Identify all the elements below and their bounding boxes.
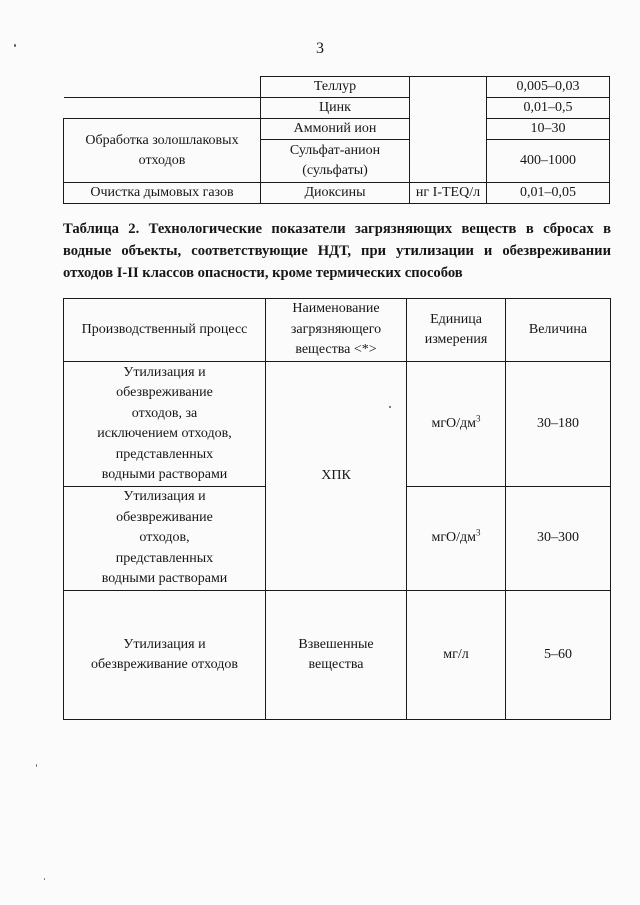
header-value: Величина xyxy=(506,299,611,362)
process-line: обезвреживание отходов xyxy=(91,657,238,672)
empty-cell xyxy=(64,77,261,98)
process-line: обезвреживание xyxy=(116,385,213,400)
empty-cell xyxy=(64,98,261,119)
process-line: обезвреживание xyxy=(116,509,213,525)
unit-text: мгО/дм xyxy=(431,530,477,546)
unit-cell xyxy=(410,77,487,183)
value-cell: 0,01–0,05 xyxy=(487,183,610,204)
pollutant-line: вещества xyxy=(308,657,364,672)
header-line: Наименование xyxy=(292,301,380,317)
pollutant-cell: Цинк xyxy=(261,98,410,119)
process-line: представленных xyxy=(115,446,214,462)
process-line: водными растворами xyxy=(101,467,228,482)
pollutant-cell: Аммоний ион xyxy=(261,119,410,140)
process-line: представленных xyxy=(115,550,214,566)
process-line: Утилизация и xyxy=(123,489,206,505)
header-line: вещества <*> xyxy=(295,342,377,358)
table-row xyxy=(64,77,610,98)
header-row xyxy=(64,299,611,362)
process-cell xyxy=(64,487,266,591)
value-cell: 400–1000 xyxy=(487,140,610,183)
header-line: Единица xyxy=(430,311,482,327)
pollutant-line: Взвешенные xyxy=(298,636,374,652)
value-cell: 30–180 xyxy=(506,362,611,487)
pollutant-cell xyxy=(266,591,407,720)
header-line: загрязняющего xyxy=(290,321,382,337)
discharge-indicators-table xyxy=(63,298,611,720)
value-cell: 5–60 xyxy=(506,591,611,720)
unit-cell xyxy=(407,362,506,487)
process-line: отходов, за xyxy=(131,405,198,421)
value-cell: 0,005–0,03 xyxy=(487,77,610,98)
table-row xyxy=(64,362,611,487)
table-row xyxy=(64,98,610,119)
pollutant-line: Сульфат-анион xyxy=(289,143,381,158)
process-line: исключением отходов, xyxy=(97,426,232,441)
process-line: Обработка золошлаковых xyxy=(85,132,239,148)
header-pollutant xyxy=(266,299,407,362)
unit-text: мгО/дм xyxy=(431,415,477,431)
process-cell xyxy=(64,119,261,183)
value-cell: 30–300 xyxy=(506,487,611,591)
unit-superscript: 3 xyxy=(476,527,481,538)
process-line: Утилизация и xyxy=(123,636,206,652)
scan-speck xyxy=(389,406,391,408)
process-line: Утилизация и xyxy=(123,364,206,380)
page-number: 3 xyxy=(316,40,324,57)
pollutant-cell xyxy=(261,140,410,183)
scan-speck xyxy=(14,44,16,47)
pollutant-cell: Диоксины xyxy=(261,183,410,204)
table-caption: Таблица 2. Технологические показатели загрязняющих веществ в сбросах в водные объекты, соответствующие НДТ, при утилизации и обезвреживании отходов I-II классов опасности, кроме термических способов xyxy=(63,221,611,281)
value-cell: 10–30 xyxy=(487,119,610,140)
table-row xyxy=(64,591,611,720)
header-line: измерения xyxy=(424,332,488,347)
scan-speck xyxy=(36,764,37,767)
process-line: отходов, xyxy=(139,530,190,546)
unit-cell: нг I-TEQ/л xyxy=(410,183,487,204)
table-row xyxy=(64,119,610,140)
unit-superscript: 3 xyxy=(476,413,481,424)
process-line: отходов xyxy=(138,152,186,168)
process-cell xyxy=(64,591,266,720)
unit-cell: мг/л xyxy=(407,591,506,720)
header-unit xyxy=(407,299,506,362)
header-process: Производственный процесс xyxy=(64,299,266,362)
pollutant-cell: ХПК xyxy=(266,362,407,591)
process-line: водными растворами xyxy=(101,571,228,587)
scan-speck xyxy=(44,878,45,880)
process-cell: Очистка дымовых газов xyxy=(64,183,261,204)
table-row xyxy=(64,183,610,204)
pollutant-cell: Теллур xyxy=(261,77,410,98)
value-cell: 0,01–0,5 xyxy=(487,98,610,119)
process-cell xyxy=(64,362,266,487)
unit-cell xyxy=(407,487,506,591)
pollutants-table-continued xyxy=(63,76,610,204)
pollutant-line: (сульфаты) xyxy=(302,163,368,178)
